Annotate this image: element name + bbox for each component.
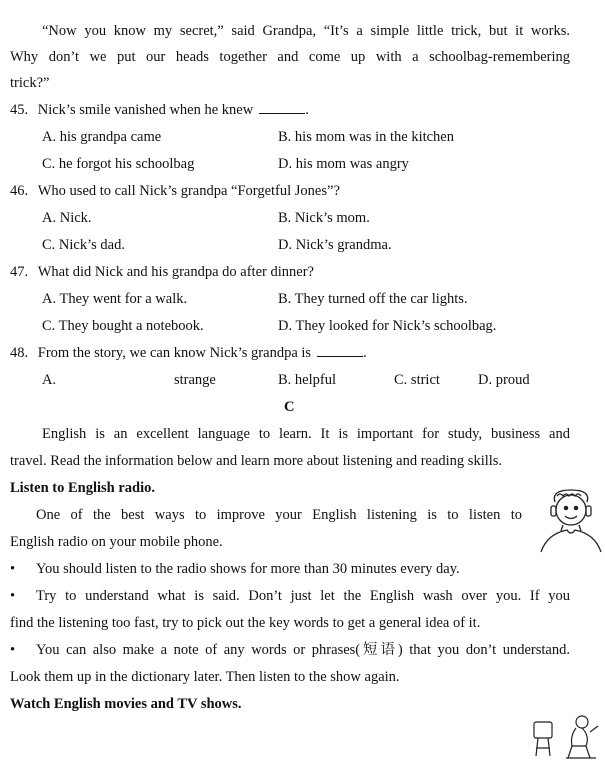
headphones-person-illustration <box>537 488 605 554</box>
q48-option-b[interactable]: B. helpful <box>278 372 336 388</box>
q48-option-c[interactable]: C. strict <box>394 372 440 388</box>
q45-option-a[interactable]: A. his grandpa came <box>42 129 162 145</box>
question-number: 45. <box>10 102 29 118</box>
bullet-icon: • <box>10 561 16 577</box>
q47-option-d[interactable]: D. They looked for Nick’s schoolbag. <box>278 318 497 334</box>
question-48: 48. From the story, we can know Nick’s grandpa is . <box>10 345 367 361</box>
section-c-para1-line1: English is an excellent language to learn. It is important for study, business and <box>42 426 570 442</box>
section-c-para2-line1: One of the best ways to improve your English listening is to listen to <box>36 507 522 523</box>
q46-option-a[interactable]: A. Nick. <box>42 210 92 226</box>
subheading-radio: Listen to English radio. <box>10 480 156 496</box>
subheading-movies: Watch English movies and TV shows. <box>10 696 242 712</box>
bullet-item-2-line1: • Try to understand what is said. Don’t just let the English wash over you. If you <box>10 588 570 604</box>
q45-option-d[interactable]: D. his mom was angry <box>278 156 409 172</box>
q47-option-a[interactable]: A. They went for a walk. <box>42 291 188 307</box>
bullet-item-1: • You should listen to the radio shows for more than 30 minutes every day. <box>10 561 460 577</box>
bullet-icon: • <box>10 642 16 658</box>
q48-option-a-letter[interactable]: A. <box>42 372 57 388</box>
question-stem: What did Nick and his grandpa do after dinner? <box>37 264 314 280</box>
answer-blank <box>259 101 305 114</box>
question-number: 48. <box>10 345 29 361</box>
q45-option-c[interactable]: C. he forgot his schoolbag <box>42 156 195 172</box>
bullet-icon: • <box>10 588 16 604</box>
bullet-item-3-line1: • You can also make a note of any words or phrases(短语) that you don’t understand. <box>10 642 570 658</box>
question-47 <box>10 263 314 281</box>
section-heading: C <box>284 399 295 415</box>
q46-option-b[interactable]: B. Nick’s mom. <box>278 210 370 226</box>
answer-blank <box>317 344 363 357</box>
q47-option-b[interactable]: B. They turned off the car lights. <box>278 291 468 307</box>
intro-line-1: “Now you know my secret,” said Grandpa, “It’s a simple little trick, but it works. <box>42 23 570 39</box>
question-stem: From the story, we can know Nick’s grandpa is <box>37 345 312 361</box>
question-45: 45. Nick’s smile vanished when he knew . <box>10 102 309 118</box>
bullet-item-3-line2: Look them up in the dictionary later. Then listen to the show again. <box>10 669 400 685</box>
intro-line-2: Why don’t we put our heads together and come up with a schoolbag-remembering <box>10 49 570 65</box>
question-number: 47. <box>10 264 29 280</box>
question-46 <box>10 182 340 200</box>
watching-tv-illustration <box>530 712 602 760</box>
q46-option-c[interactable]: C. Nick’s dad. <box>42 237 125 253</box>
q48-option-d[interactable]: D. proud <box>478 372 530 388</box>
q48-option-a-text[interactable]: strange <box>174 372 216 388</box>
section-c-para1-line2: travel. Read the information below and learn more about listening and reading skills. <box>10 453 503 469</box>
question-stem: Nick’s smile vanished when he knew <box>37 102 254 118</box>
q46-option-d[interactable]: D. Nick’s grandma. <box>278 237 392 253</box>
q47-option-c[interactable]: C. They bought a notebook. <box>42 318 204 334</box>
question-stem: Who used to call Nick’s grandpa “Forgetful Jones”? <box>37 183 340 199</box>
intro-line-3: trick?” <box>10 75 50 91</box>
section-c-para2-line2: English radio on your mobile phone. <box>10 534 223 550</box>
question-number: 46. <box>10 183 29 199</box>
q45-option-b[interactable]: B. his mom was in the kitchen <box>278 129 454 145</box>
bullet-item-2-line2: find the listening too fast, try to pick out the key words to get a general idea of it. <box>10 615 481 631</box>
